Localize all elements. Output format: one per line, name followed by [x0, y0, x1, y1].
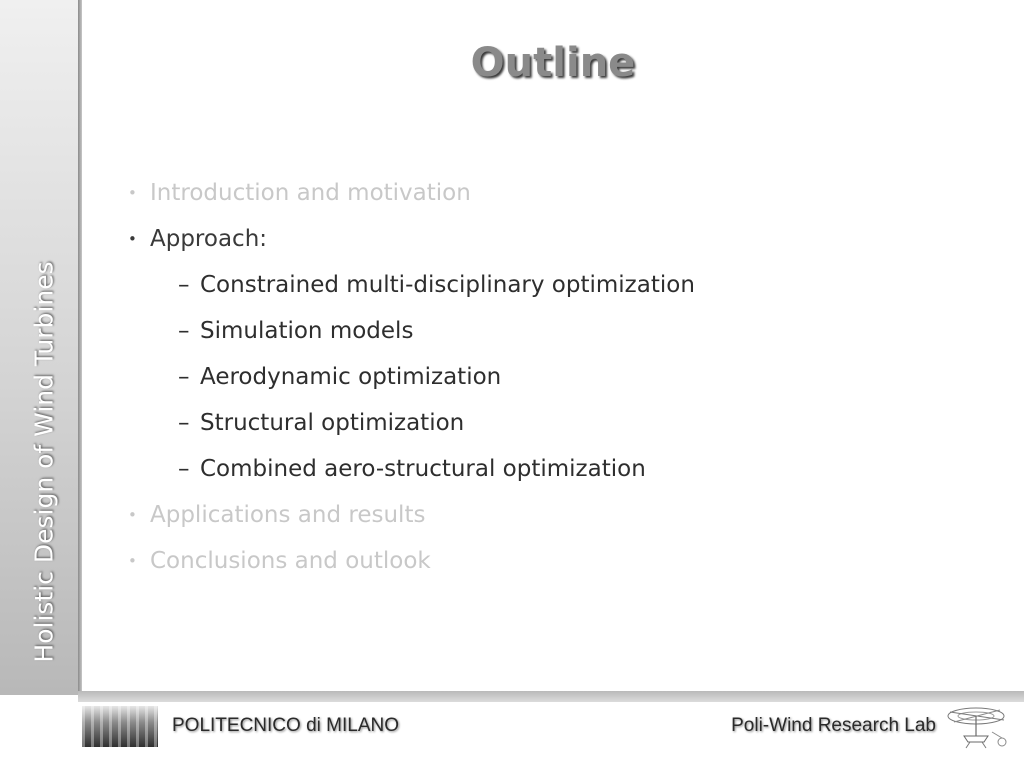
outline-item-applications	[128, 492, 695, 538]
institution-label: POLITECNICO di MILANO	[172, 715, 399, 736]
approach-sublist	[128, 262, 695, 492]
dash-icon: –	[178, 456, 190, 482]
sub-item-label: Constrained multi-disciplinary optimization	[200, 272, 695, 298]
dash-icon: –	[178, 318, 190, 344]
sidebar-edge	[78, 0, 82, 695]
outline-item-approach	[128, 216, 695, 262]
sub-item-aerodynamic-optimization	[128, 354, 695, 400]
sub-item-label: Combined aero-structural optimization	[200, 456, 646, 482]
building-photo-icon	[82, 706, 158, 747]
vertical-course-title: Holistic Design of Wind Turbines	[29, 261, 59, 663]
bullet-icon: •	[128, 506, 137, 524]
sub-item-structural-optimization	[128, 400, 695, 446]
dash-icon: –	[178, 364, 190, 390]
outline-item-conclusions	[128, 538, 695, 584]
dash-icon: –	[178, 272, 190, 298]
sub-item-label: Simulation models	[200, 318, 414, 344]
outline-item-introduction	[128, 170, 695, 216]
bullet-icon: •	[128, 184, 137, 202]
bullet-icon: •	[128, 552, 137, 570]
sub-item-simulation-models	[128, 308, 695, 354]
dash-icon: –	[178, 410, 190, 436]
bullet-icon: •	[128, 230, 137, 248]
outline-item-label: Applications and results	[150, 502, 426, 528]
outline-item-label: Conclusions and outlook	[150, 548, 431, 574]
slide-title: Outline	[470, 40, 636, 86]
sub-item-constrained-optimization	[128, 262, 695, 308]
sub-item-combined-optimization	[128, 446, 695, 492]
sub-item-label: Aerodynamic optimization	[200, 364, 502, 390]
outline-subsection	[128, 262, 695, 492]
sub-item-label: Structural optimization	[200, 410, 465, 436]
footer-divider-bar	[78, 691, 1024, 702]
outline-list	[128, 170, 695, 584]
lab-label: Poli-Wind Research Lab	[731, 715, 936, 736]
wind-turbine-drawing-icon	[942, 702, 1018, 750]
outline-item-label: Approach:	[150, 226, 268, 252]
outline-item-label: Introduction and motivation	[150, 180, 471, 206]
